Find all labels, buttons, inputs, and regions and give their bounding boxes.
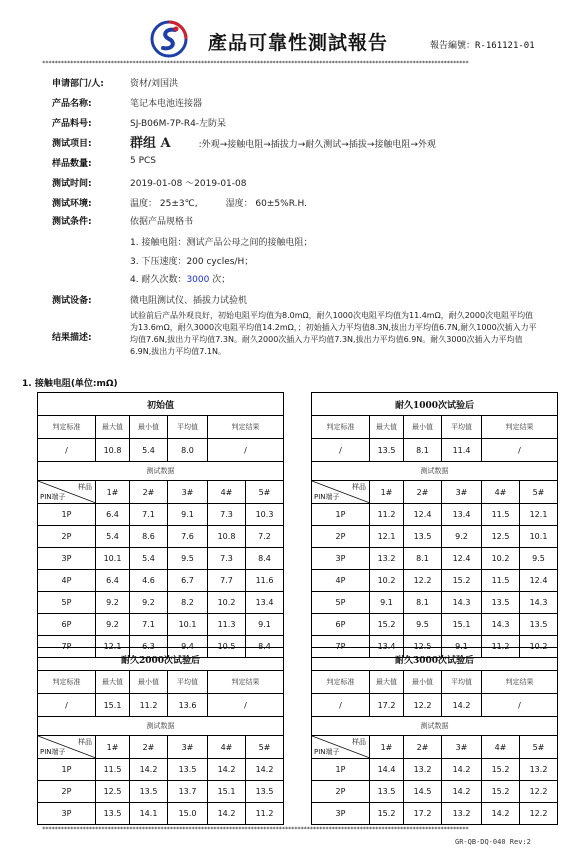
pin-label: 3P [312,803,370,825]
pin-label: 3P [312,548,370,570]
table-title: 耐久1000次试验后 [312,393,558,416]
cycle-count: 3000 [186,275,210,285]
summary-header-row [38,416,284,439]
max-header: 最大值 [96,671,130,694]
measure-cell: 14.2 [442,781,482,803]
measure-cell: 14.2 [246,759,284,781]
measure-cell: 8.6 [130,526,168,548]
sample-col-header: 3# [168,481,208,504]
table-title-row [38,648,284,671]
measure-cell: 14.2 [482,803,520,825]
cond-item-3 [130,272,230,285]
sample-col-header: 1# [96,481,130,504]
measure-cell: 13.5 [482,592,520,614]
max-value: 10.8 [96,439,130,462]
measure-cell: 13.5 [520,614,558,636]
spec-value: / [38,694,96,717]
pin-label: 6P [38,614,96,636]
verdict-value: / [208,439,284,462]
sample-col-header: 4# [482,736,520,759]
measure-cell: 7.6 [168,526,208,548]
result-description: 试验前后产品外观良好，初始电阻平均值为8.0mΩ，耐久1000次电阻平均值为11.4mΩ，耐久2000次电阻平均值为13.6mΩ，耐久3000次电阻平均值14.2mΩ，；初始插入力平均值8.3N,拔出力平均值6.7N,耐久1000次插入力平均值7.6N,拔出力平均值7.3N。耐久2000次插入力平均值7.3N,拔出力平均值6.9N。耐久3000次插入力平均值6.9N,拔出力平均值7.1N。 [130,311,537,356]
corner-cell [38,736,96,759]
measure-cell: 13.2 [520,759,558,781]
pin-label: 2P [312,526,370,548]
measure-cell: 7.7 [208,570,246,592]
measure-cell: 7.1 [130,504,168,526]
measure-cell: 12.4 [520,570,558,592]
measure-cell: 14.2 [130,759,168,781]
corner-top-label: 样品 [78,483,92,491]
measure-cell: 5.4 [130,548,168,570]
measure-cell: 9.1 [370,592,404,614]
measure-cell: 14.2 [208,759,246,781]
test-flow: :外观→接触电阻→插拔力→耐久测试→插拔→接触电阻→外观 [198,140,436,150]
measure-cell: 13.2 [370,548,404,570]
measure-cell: 15.2 [370,614,404,636]
pin-label: 1P [38,504,96,526]
report-title: 產品可靠性測試報告 [208,32,389,54]
measure-cell: 14.1 [130,803,168,825]
verdict-header: 判定结果 [482,671,558,694]
test-data-row [38,717,284,736]
resistance-table-1 [37,392,284,658]
table-row [38,526,284,548]
spec-value: / [312,694,370,717]
measure-cell: 11.2 [370,504,404,526]
measure-cell: 14.5 [404,781,442,803]
measure-cell: 15.0 [168,803,208,825]
test-item-value [130,132,436,151]
qty-label: 样品数量: [52,159,92,169]
document-code: GR-QB-DQ-040 Rev:2 [455,838,531,846]
measure-cell: 7.1 [130,614,168,636]
table-row [38,548,284,570]
sample-col-header: 1# [370,736,404,759]
measure-cell: 13.7 [168,781,208,803]
measure-cell: 9.4 [168,636,208,658]
measure-cell: 15.2 [482,781,520,803]
sample-col-header: 4# [208,481,246,504]
table-row [312,526,558,548]
table-row [312,548,558,570]
spec-header: 判定标准 [38,416,96,439]
sample-col-header: 5# [246,481,284,504]
company-logo-icon [150,20,188,58]
corner-bottom-label: PIN端子 [40,493,66,501]
table-row [312,504,558,526]
min-header: 最小值 [130,671,168,694]
measure-cell: 14.3 [520,592,558,614]
verdict-header: 判定结果 [482,416,558,439]
measure-cell: 10.8 [208,526,246,548]
cond-item-3-label: 4. 耐久次数： [130,275,187,285]
sample-col-header: 3# [168,736,208,759]
measure-cell: 13.5 [130,781,168,803]
env-label: 测试环境: [52,199,92,209]
measure-cell: 9.2 [442,526,482,548]
pin-label: 1P [312,504,370,526]
measure-cell: 15.1 [208,781,246,803]
measure-cell: 14.3 [482,614,520,636]
measure-cell: 10.3 [246,504,284,526]
corner-bottom-label: PIN端子 [40,748,66,756]
report-number-value: R-161121-01 [475,41,535,51]
corner-cell [38,481,96,504]
column-header-row [312,481,558,504]
measure-cell: 12.1 [370,526,404,548]
measure-cell: 8.4 [246,636,284,658]
measure-cell: 9.2 [130,592,168,614]
table-row [312,570,558,592]
measure-cell: 12.1 [96,636,130,658]
avg-header: 平均值 [168,416,208,439]
measure-cell: 15.1 [442,614,482,636]
table-row [38,570,284,592]
measure-cell: 8.1 [404,592,442,614]
test-data-label: 测试数据 [38,717,284,736]
verdict-value: / [482,694,558,717]
measure-cell: 12.5 [482,526,520,548]
corner-bottom-label: PIN端子 [314,493,340,501]
dept-value: 资材/刘国洪 [130,79,179,89]
avg-header: 平均值 [442,671,482,694]
equip-value: 微电阻测试仪、插拔力试验机 [130,296,248,306]
measure-cell: 10.2 [482,548,520,570]
measure-cell: 9.2 [96,592,130,614]
pin-label: 2P [38,781,96,803]
table-row [38,614,284,636]
table-row [312,592,558,614]
pin-label: 4P [312,570,370,592]
verdict-header: 判定结果 [208,416,284,439]
pin-label: 3P [38,548,96,570]
time-value: 2019-01-08 ～2019-01-08 [130,179,247,189]
sample-col-header: 2# [130,481,168,504]
pin-label: 5P [312,592,370,614]
cond-label: 测试条件: [52,217,92,227]
test-data-label: 测试数据 [38,462,284,481]
measure-cell: 11.2 [482,636,520,658]
test-data-row [312,462,558,481]
env-value [130,196,307,209]
measure-cell: 4.6 [130,570,168,592]
max-value: 15.1 [96,694,130,717]
measure-cell: 11.6 [246,570,284,592]
measure-cell: 6.4 [96,570,130,592]
sample-col-header: 2# [404,481,442,504]
resistance-table-4 [311,647,558,825]
table-title-row [312,648,558,671]
measure-cell: 13.2 [442,803,482,825]
sample-col-header: 3# [442,736,482,759]
measure-cell: 8.2 [168,592,208,614]
table-title: 耐久2000次试验后 [38,648,284,671]
measure-cell: 10.1 [168,614,208,636]
min-header: 最小值 [404,671,442,694]
pin-label: 1P [38,759,96,781]
test-data-row [312,717,558,736]
table-row [38,759,284,781]
column-header-row [38,481,284,504]
test-data-row [38,462,284,481]
table-row [312,759,558,781]
table-row [38,803,284,825]
cond-intro: 依据产品规格书 [130,217,194,227]
measure-cell: 9.5 [520,548,558,570]
cond-item-1: 1. 接触电阻：测试产品公母之间的接触电阻； [130,238,313,248]
resistance-table-2 [311,392,558,658]
measure-cell: 6.7 [168,570,208,592]
measure-cell: 13.4 [442,504,482,526]
measure-cell: 13.5 [168,759,208,781]
measure-cell: 9.2 [96,614,130,636]
max-header: 最大值 [370,671,404,694]
measure-cell: 9.1 [246,614,284,636]
pin-label: 5P [38,592,96,614]
section-title: 1. 接触电阻(单位:mΩ) [22,379,118,389]
max-value: 13.5 [370,439,404,462]
measure-cell: 15.2 [370,803,404,825]
sample-col-header: 2# [130,736,168,759]
summary-header-row [38,671,284,694]
report-number-label: 報告編號： [430,41,476,51]
min-value: 11.2 [130,694,168,717]
sample-col-header: 4# [482,481,520,504]
measure-cell: 12.5 [96,781,130,803]
verdict-header: 判定结果 [208,671,284,694]
spec-header: 判定标准 [312,416,370,439]
cond-item-3-unit: 次； [209,275,231,285]
table-title-row [38,393,284,416]
measure-cell: 11.2 [246,803,284,825]
item-label: 测试项目: [52,139,92,149]
measure-cell: 12.5 [404,636,442,658]
measure-cell: 6.3 [130,636,168,658]
humidity: 湿度： 60±5%R.H. [225,199,307,209]
min-value: 5.4 [130,439,168,462]
measure-cell: 11.5 [482,570,520,592]
sample-col-header: 2# [404,736,442,759]
measure-cell: 13.4 [246,592,284,614]
measure-cell: 13.2 [404,759,442,781]
part-value: SJ-B06M-7P-R4-左防呆 [130,119,227,129]
spec-value: / [312,439,370,462]
pin-label: 2P [38,526,96,548]
measure-cell: 17.2 [404,803,442,825]
sample-col-header: 5# [520,481,558,504]
measure-cell: 10.1 [520,526,558,548]
part-label: 产品料号: [52,119,92,129]
sample-col-header: 5# [246,736,284,759]
measure-cell: 10.2 [370,570,404,592]
measure-cell: 6.4 [96,504,130,526]
measure-cell: 13.5 [96,803,130,825]
table-row [38,504,284,526]
pin-label: 1P [312,759,370,781]
avg-header: 平均值 [442,416,482,439]
temperature: 温度： 25±3℃, [130,199,198,209]
min-header: 最小值 [130,416,168,439]
measure-cell: 13.5 [370,781,404,803]
result-label: 结果描述: [52,333,92,343]
measure-cell: 7.2 [246,526,284,548]
measure-cell: 11.5 [482,504,520,526]
min-value: 8.1 [404,439,442,462]
min-header: 最小值 [404,416,442,439]
measure-cell: 5.4 [96,526,130,548]
test-data-label: 测试数据 [312,717,558,736]
table-row [38,592,284,614]
product-value: 笔记本电池连接器 [130,99,203,109]
measure-cell: 13.5 [246,781,284,803]
measure-cell: 10.2 [520,636,558,658]
table-title: 耐久3000次试验后 [312,648,558,671]
measure-cell: 11.3 [208,614,246,636]
measure-cell: 9.1 [442,636,482,658]
time-label: 测试时间: [52,179,92,189]
resistance-table-3 [37,647,284,825]
measure-cell: 8.4 [246,548,284,570]
measure-cell: 10.5 [208,636,246,658]
pin-label: 7P [312,636,370,658]
corner-bottom-label: PIN端子 [314,748,340,756]
measure-cell: 13.4 [370,636,404,658]
max-header: 最大值 [370,416,404,439]
summary-row [38,694,284,717]
verdict-value: / [208,694,284,717]
measure-cell: 14.3 [442,592,482,614]
measure-cell: 14.4 [370,759,404,781]
measure-cell: 14.2 [442,759,482,781]
measure-cell: 9.5 [168,548,208,570]
group-name: 群组 A [130,136,171,151]
corner-top-label: 样品 [352,738,366,746]
qty-value: 5 PCS [130,156,157,166]
equip-label: 测试设备: [52,296,92,306]
summary-header-row [312,416,558,439]
corner-top-label: 样品 [78,738,92,746]
pin-label: 6P [312,614,370,636]
spec-header: 判定标准 [38,671,96,694]
test-data-label: 测试数据 [312,462,558,481]
table-title-row [312,393,558,416]
dept-label: 申请部门/人: [52,79,104,89]
avg-header: 平均值 [168,671,208,694]
max-header: 最大值 [96,416,130,439]
table-row [312,803,558,825]
sample-col-header: 4# [208,736,246,759]
measure-cell: 13.5 [404,526,442,548]
sample-col-header: 5# [520,736,558,759]
measure-cell: 9.1 [168,504,208,526]
measure-cell: 15.2 [482,759,520,781]
summary-row [312,694,558,717]
avg-value: 13.6 [168,694,208,717]
measure-cell: 7.3 [208,504,246,526]
verdict-value: / [482,439,558,462]
table-title: 初始值 [38,393,284,416]
table-row [38,781,284,803]
corner-cell [312,481,370,504]
pin-label: 2P [312,781,370,803]
spec-value: / [38,439,96,462]
summary-header-row [312,671,558,694]
summary-row [312,439,558,462]
avg-value: 8.0 [168,439,208,462]
measure-cell: 15.2 [442,570,482,592]
measure-cell: 10.1 [96,548,130,570]
table-row [312,614,558,636]
sample-col-header: 1# [96,736,130,759]
table-row [312,781,558,803]
product-label: 产品名称: [52,99,92,109]
avg-value: 14.2 [442,694,482,717]
measure-cell: 12.4 [442,548,482,570]
measure-cell: 12.2 [520,781,558,803]
measure-cell: 14.2 [208,803,246,825]
column-header-row [312,736,558,759]
corner-cell [312,736,370,759]
report-number [430,38,535,51]
pin-label: 3P [38,803,96,825]
measure-cell: 11.5 [96,759,130,781]
avg-value: 11.4 [442,439,482,462]
max-value: 17.2 [370,694,404,717]
spec-header: 判定标准 [312,671,370,694]
measure-cell: 12.2 [520,803,558,825]
summary-row [38,439,284,462]
measure-cell: 9.5 [404,614,442,636]
measure-cell: 10.2 [208,592,246,614]
pin-label: 7P [38,636,96,658]
column-header-row [38,736,284,759]
corner-top-label: 样品 [352,483,366,491]
measure-cell: 12.1 [520,504,558,526]
star-divider-bottom: ***************************************************************************************************************************************** [42,826,469,833]
sample-col-header: 3# [442,481,482,504]
measure-cell: 8.1 [404,548,442,570]
min-value: 12.2 [404,694,442,717]
measure-cell: 12.2 [404,570,442,592]
pin-label: 4P [38,570,96,592]
measure-cell: 7.3 [208,548,246,570]
measure-cell: 12.4 [404,504,442,526]
sample-col-header: 1# [370,481,404,504]
star-divider-top: ***************************************************************************************************************************************** [42,60,469,67]
cond-item-2: 3. 下压速度：200 cycles/H； [130,257,254,267]
